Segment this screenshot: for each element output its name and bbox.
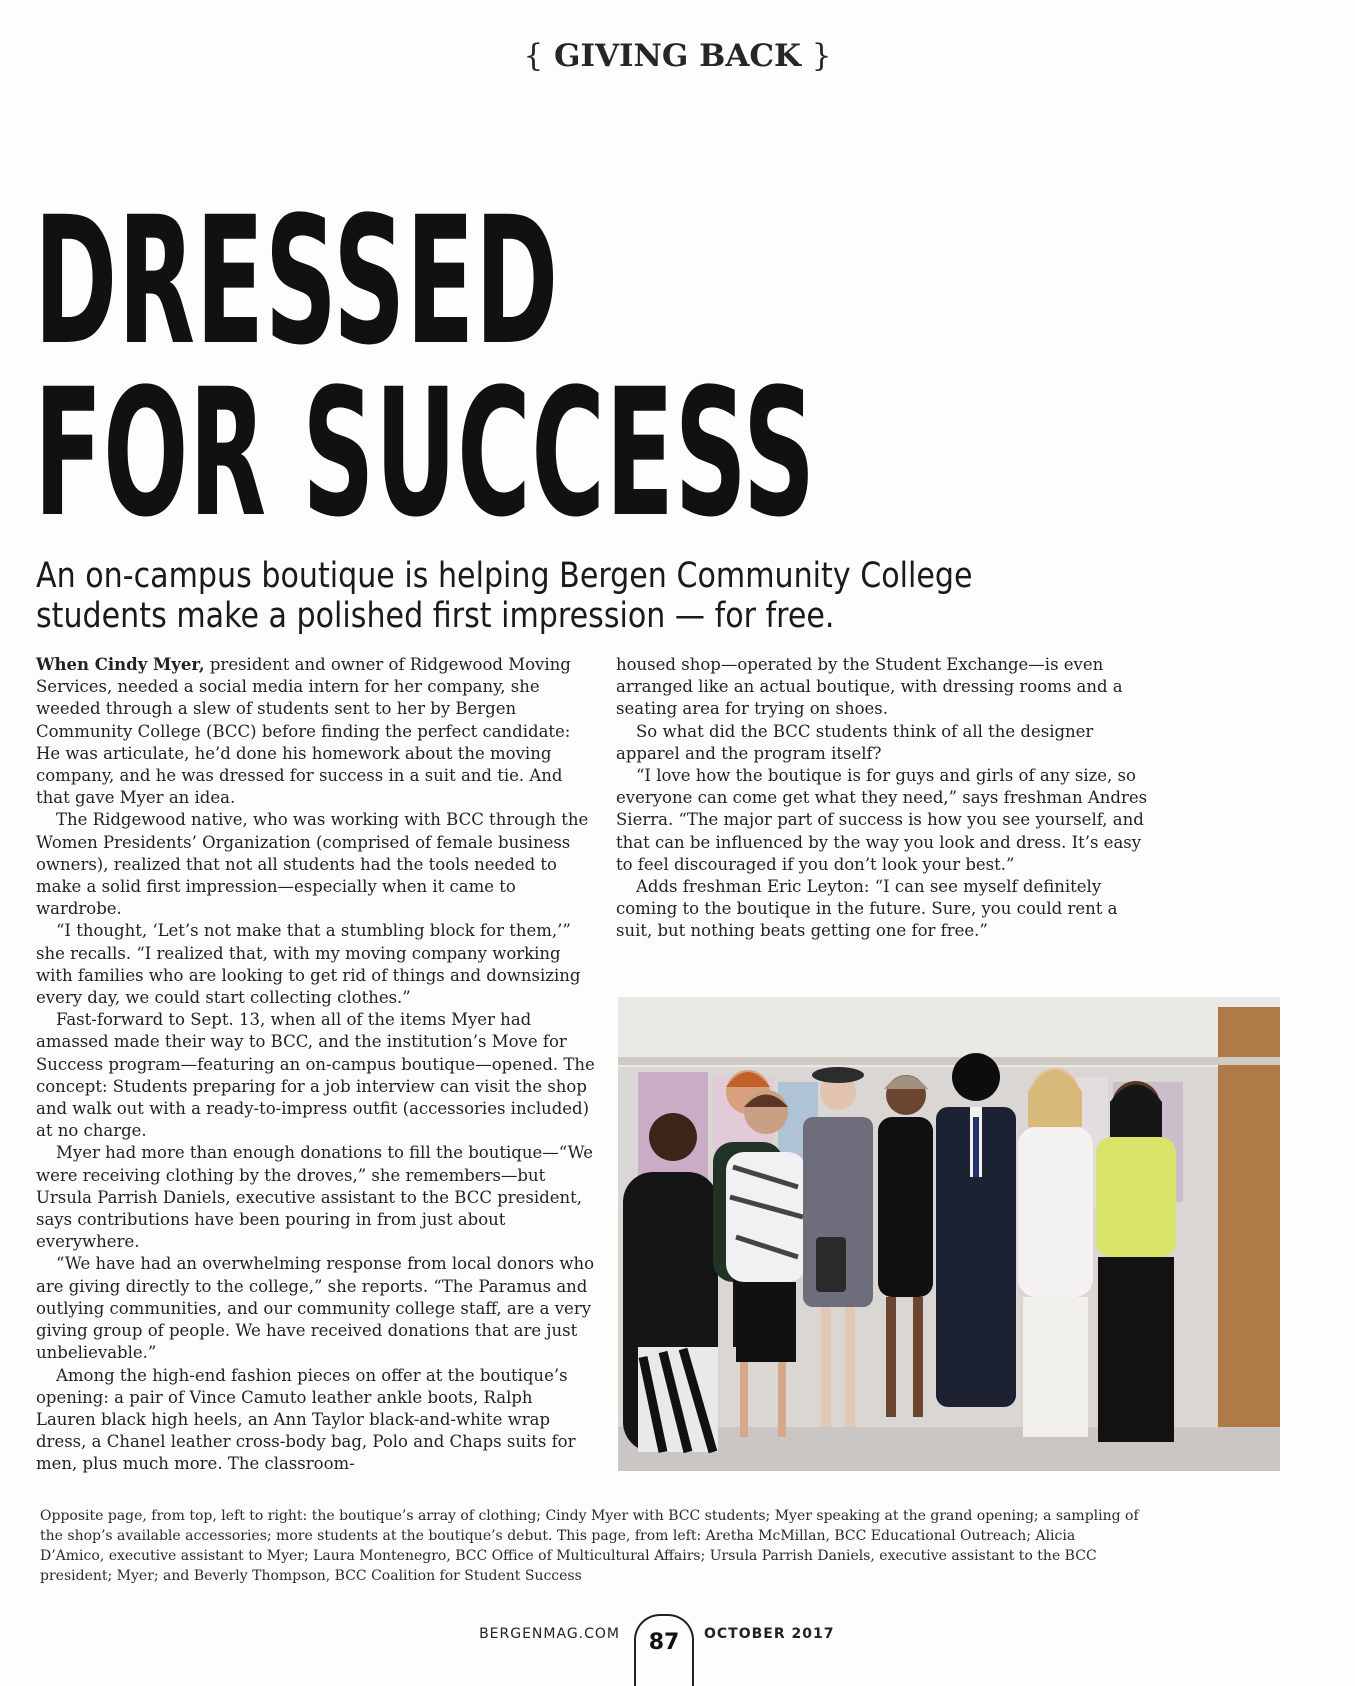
section-name: GIVING BACK bbox=[553, 38, 801, 74]
article-paragraph: Fast-forward to Sept. 13, when all of the items Myer had amassed made their way to BCC, and the institution’s Move for Success program—featuring an on-campus boutique—opened. The concept: Students preparing for a job interview can visit the shop and walk out with a ready-to-impress outfit (accessories included) at no charge. bbox=[36, 1010, 595, 1141]
article-paragraph bbox=[36, 654, 596, 809]
article-column-right bbox=[616, 654, 1156, 943]
article-paragraph: housed shop—operated by the Student Exchange—is even arranged like an actual boutique, with dressing rooms and a seating area for trying on shoes. bbox=[616, 655, 1123, 719]
footer-site: BERGENMAG.COM bbox=[479, 1626, 620, 1642]
group-photo bbox=[618, 997, 1280, 1471]
article-paragraph: “I love how the boutique is for guys and girls of any size, so everyone can come get what they need,” says freshman Andres Sierra. “The major part of success is how you see yourself, and that can be influenced by the way you look and dress. It’s easy to feel discouraged if you don’t look your best.” bbox=[616, 766, 1148, 874]
section-label bbox=[0, 38, 1355, 74]
article-paragraph: Myer had more than enough donations to fill the boutique—“We were receiving clothing by the droves,” she remembers—but Ursula Parrish Daniels, executive assistant to the BCC president, says contributions have been pouring in from just about everywhere. bbox=[36, 1143, 593, 1252]
article-paragraph-text: president and owner of Ridgewood Moving Services, needed a social media intern for her company, she weeded through a slew of students sent to her by Bergen Community College (BCC) before finding the perfect candidate: He was articulate, he’d done his homework about the moving company, and he was dressed for success in a suit and tie. And that gave Myer an idea. bbox=[36, 655, 571, 808]
close-brace: } bbox=[811, 38, 832, 74]
headline bbox=[34, 179, 816, 556]
headline-line-2: FOR SUCCESS bbox=[34, 351, 816, 556]
headline-line-1: DRESSED bbox=[34, 179, 559, 384]
article-paragraph: Among the high-end fashion pieces on offer at the boutique’s opening: a pair of Vince Camuto leather ankle boots, Ralph Lauren black high heels, an Ann Taylor black-and-white wrap dress, a Chanel leather cross-body bag, Polo and Chaps suits for men, plus much more. The classroom- bbox=[36, 1365, 576, 1474]
article-paragraph: So what did the BCC students think of all the designer apparel and the program itself? bbox=[616, 721, 1094, 763]
deck-subtitle: An on-campus boutique is helping Bergen Community College students make a polished first impression — for free. bbox=[36, 556, 973, 636]
footer-date: OCTOBER 2017 bbox=[704, 1626, 835, 1642]
open-brace: { bbox=[523, 38, 544, 74]
article-paragraph: “I thought, ‘Let’s not make that a stumbling block for them,’” she recalls. “I realized that, with my moving company working with families who are looking to get rid of things and downsizing every day, we could start collecting clothes.” bbox=[36, 921, 581, 1008]
article-lead-in: When Cindy Myer, bbox=[36, 655, 205, 674]
page-number: 87 bbox=[648, 1630, 680, 1655]
photo-caption: Opposite page, from top, left to right: the boutique’s array of clothing; Cindy Myer with BCC students; Myer speaking at the grand opening; a sampling of the shop’s available accessories; more students at the boutique’s debut. This page, from left: Aretha McMillan, BCC Educational Outreach; Alicia D’Amico, executive assistant to Myer; Laura Montenegro, BCC Office of Multicultural Affairs; Ursula Parrish Daniels, executive assistant to the BCC president; Myer; and Beverly Thompson, BCC Coalition for Student Success bbox=[40, 1508, 1139, 1584]
article-column-left bbox=[36, 654, 596, 1476]
article-paragraph: Adds freshman Eric Leyton: “I can see myself definitely coming to the boutique in the future. Sure, you could rent a suit, but nothing beats getting one for free.” bbox=[616, 877, 1118, 941]
article-paragraph: “We have had an overwhelming response from local donors who are giving directly to the college,” she reports. “The Paramus and outlying communities, and our community college staff, are a very giving group of people. We have received donations that are just unbelievable.” bbox=[36, 1254, 595, 1363]
group-photo-illustration bbox=[618, 997, 1280, 1471]
article-paragraph: The Ridgewood native, who was working with BCC through the Women Presidents’ Organization (comprised of female business owners), realized that not all students had the tools needed to make a solid first impression—especially when it came to wardrobe. bbox=[36, 810, 589, 919]
